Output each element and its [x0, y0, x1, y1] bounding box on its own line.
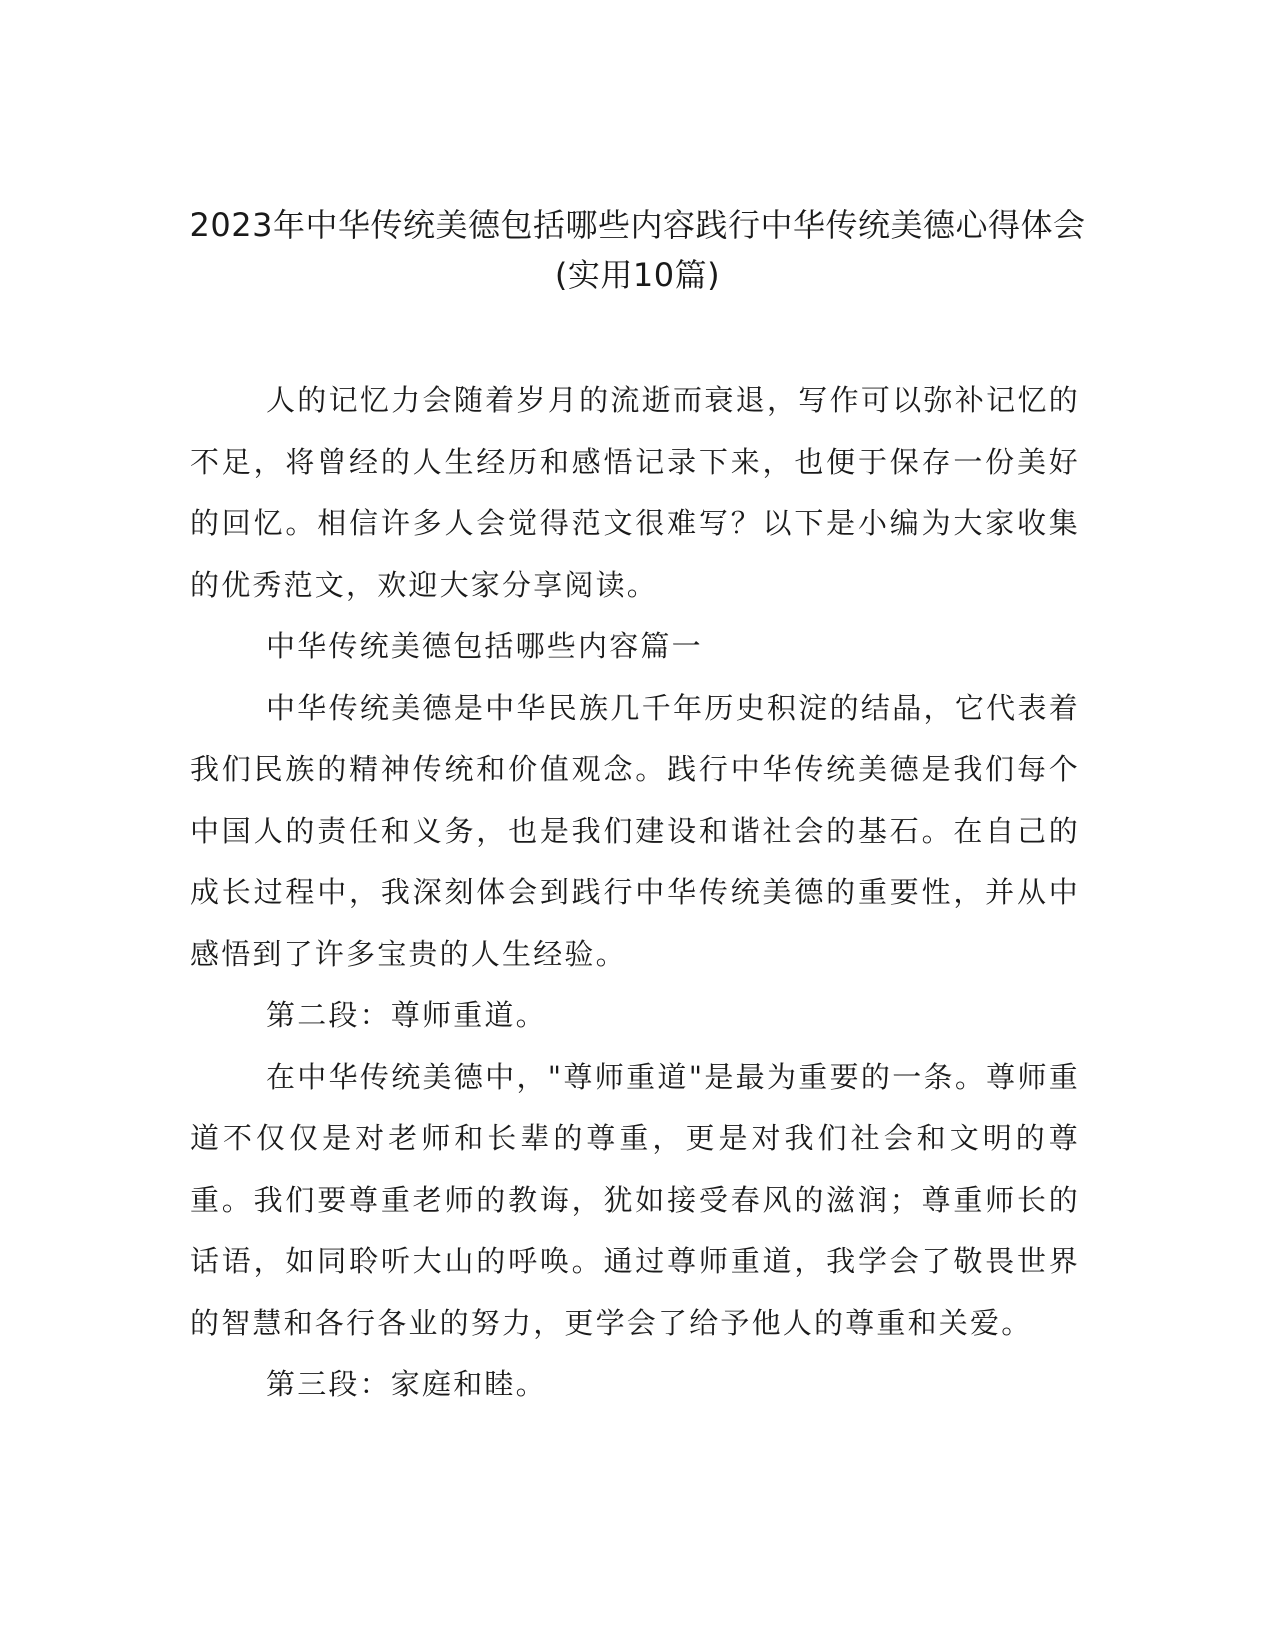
document-title: 2023年中华传统美德包括哪些内容践行中华传统美德心得体会(实用10篇)	[189, 206, 1086, 294]
section-heading-2: 第二段：尊师重道。	[266, 998, 547, 1032]
body-paragraph: 中华传统美德是中华民族几千年历史积淀的结晶，它代表着我们民族的精神传统和价值观念。践行中华传统美德是我们每个中国人的责任和义务，也是我们建设和谐社会的基石。在自己的成长过程中，我深刻体会到践行中华传统美德的重要性，并从中感悟到了许多宝贵的人生经验。	[190, 690, 1080, 971]
body-paragraph: 在中华传统美德中，"尊师重道"是最为重要的一条。尊师重道不仅仅是对老师和长辈的尊重，更是对我们社会和文明的尊重。我们要尊重老师的教诲，犹如接受春风的滋润；尊重师长的话语，如同聆听大山的呼唤。通过尊师重道，我学会了敬畏世界的智慧和各行各业的努力，更学会了给予他人的尊重和关爱。	[190, 1059, 1080, 1340]
section-heading-3: 第三段：家庭和睦。	[266, 1367, 547, 1401]
section-heading-1: 中华传统美德包括哪些内容篇一	[266, 629, 703, 663]
intro-paragraph: 人的记忆力会随着岁月的流逝而衰退，写作可以弥补记忆的不足，将曾经的人生经历和感悟记录下来，也便于保存一份美好的回忆。相信许多人会觉得范文很难写？以下是小编为大家收集的优秀范文，欢迎大家分享阅读。	[190, 383, 1080, 602]
document-body	[190, 370, 1080, 1416]
